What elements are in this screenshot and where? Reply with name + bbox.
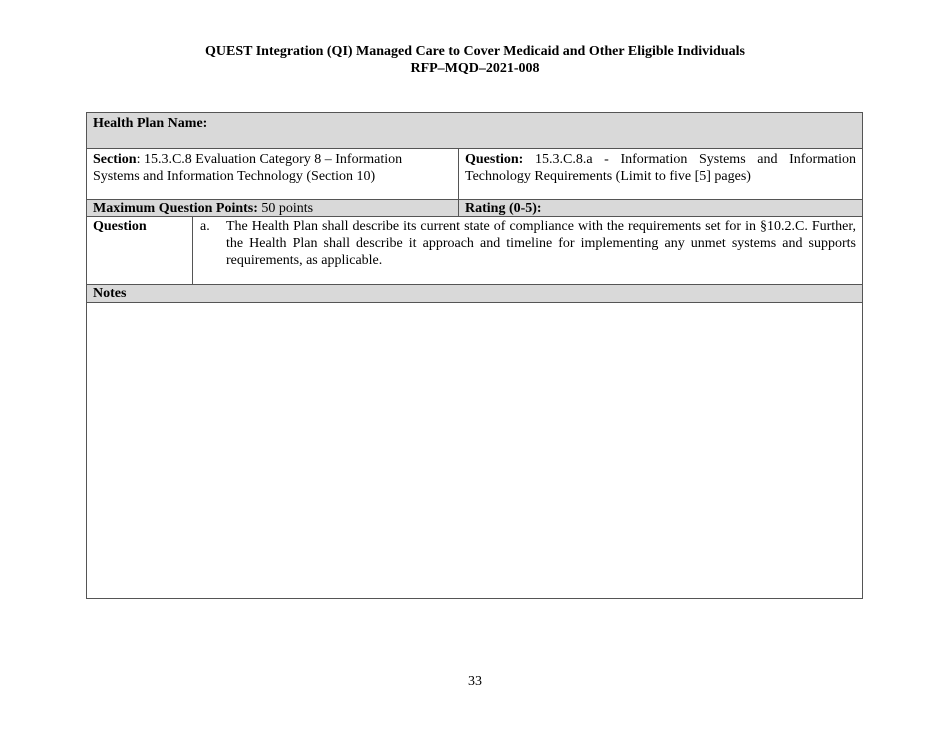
notes-label: Notes: [93, 286, 127, 301]
page-number: 33: [468, 674, 482, 689]
max-points-value: 50 points: [257, 201, 314, 216]
question-header-label: Question:: [465, 152, 524, 167]
health-plan-name-label: Health Plan Name:: [93, 116, 208, 131]
question-text: The Health Plan shall describe its current state of compliance with the requirements set for in §10.2.C. Further, the Health Plan shall describe it approach and timeline for implementing any unmet systems and supports requirements, as applicable.: [226, 219, 856, 268]
rfp-number: RFP–MQD–2021-008: [410, 61, 540, 76]
notes-header-row: [87, 285, 862, 303]
section-cell: [87, 149, 459, 199]
notes-area[interactable]: [87, 303, 862, 598]
question-header-value: 15.3.C.8.a - Information Systems and Information Technology Requirements (Limit to five [5] pages): [465, 152, 856, 184]
document-title: QUEST Integration (QI) Managed Care to Cover Medicaid and Other Eligible Individuals: [205, 44, 745, 59]
question-label: Question: [87, 217, 193, 284]
section-label: Section: [93, 152, 137, 167]
max-points-cell: [87, 200, 459, 216]
evaluation-form-table: [86, 112, 863, 599]
health-plan-name-row: [87, 113, 862, 149]
question-header-cell: [459, 149, 862, 199]
document-header: [0, 43, 950, 77]
question-row: [87, 217, 862, 285]
points-rating-row: [87, 200, 862, 217]
section-row: [87, 149, 862, 200]
max-points-label: Maximum Question Points:: [93, 201, 258, 216]
question-body: [193, 218, 862, 269]
section-value: : 15.3.C.8 Evaluation Category 8 – Information Systems and Information Technology (Section 10): [93, 152, 403, 184]
question-list-marker: a.: [200, 219, 210, 234]
rating-label: Rating (0-5):: [465, 201, 542, 216]
rating-cell[interactable]: [459, 200, 862, 216]
